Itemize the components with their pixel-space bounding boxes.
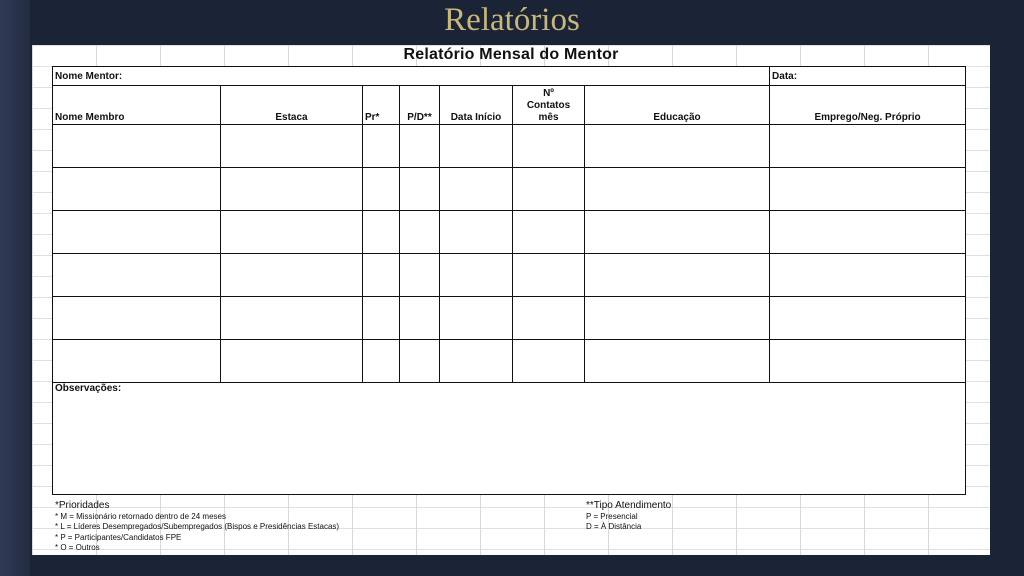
table-cell: [221, 211, 363, 254]
attendance-item: P = Presencial: [586, 511, 638, 521]
col-header-priority: Pr*: [363, 86, 400, 125]
table-row: [53, 340, 966, 383]
table-cell: [400, 340, 440, 383]
table-cell: [363, 254, 400, 297]
table-cell: [53, 297, 221, 340]
table-cell: [440, 254, 513, 297]
table-cell: [585, 211, 770, 254]
slide-title: Relatórios: [444, 2, 580, 38]
table-cell: [770, 254, 966, 297]
table-cell: [585, 254, 770, 297]
priority-item: * M = Missionário retornado dentro de 24 meses: [55, 511, 226, 521]
table-cell: [770, 297, 966, 340]
table-cell: [400, 254, 440, 297]
table-cell: [513, 125, 585, 168]
col-header-contacts-month: Nº Contatos mês: [513, 86, 585, 125]
spreadsheet-image: [32, 45, 990, 555]
table-cell: [513, 340, 585, 383]
table-cell: [513, 168, 585, 211]
col-header-employment: Emprego/Neg. Próprio: [770, 86, 966, 125]
priority-item: * L = Líderes Desempregados/Subempregados (Bispos e Presidências Estacas): [55, 522, 340, 531]
report-table: [52, 66, 966, 495]
table-cell: [53, 211, 221, 254]
col-header-member-name: Nome Membro: [53, 86, 221, 125]
table-cell: [440, 168, 513, 211]
date-cell: [770, 67, 966, 86]
attendance-legend: [586, 501, 671, 533]
table-cell: [513, 211, 585, 254]
col-header-attendance-type: P/D**: [400, 86, 440, 125]
table-row: [53, 125, 966, 168]
priority-item: * P = Participantes/Candidatos FPE: [55, 532, 182, 542]
table-cell: [770, 168, 966, 211]
col-header-education: Educação: [585, 86, 770, 125]
table-cell: [363, 125, 400, 168]
report-form-grid: [52, 66, 965, 495]
table-cell: [53, 168, 221, 211]
observations-cell: [53, 383, 966, 495]
table-cell: [440, 297, 513, 340]
table-cell: [400, 297, 440, 340]
table-cell: [770, 340, 966, 383]
table-cell: [363, 211, 400, 254]
mentor-row: [53, 67, 966, 86]
table-cell: [513, 297, 585, 340]
table-cell: [53, 340, 221, 383]
table-cell: [363, 168, 400, 211]
table-cell: [363, 340, 400, 383]
mentor-name-label: Nome Mentor:: [55, 70, 123, 82]
date-label: Data:: [772, 70, 798, 82]
table-cell: [221, 125, 363, 168]
table-cell: [513, 254, 585, 297]
report-title: Relatório Mensal do Mentor: [403, 46, 619, 63]
table-cell: [440, 211, 513, 254]
table-row: [53, 254, 966, 297]
table-cell: [221, 254, 363, 297]
table-cell: [53, 254, 221, 297]
observations-row: [53, 383, 966, 495]
priorities-legend: [55, 501, 339, 554]
col-header-stake: Estaca: [221, 86, 363, 125]
table-cell: [770, 125, 966, 168]
left-decorative-stripe: [0, 0, 30, 576]
header-row: [53, 86, 966, 125]
table-cell: [221, 340, 363, 383]
table-row: [53, 297, 966, 340]
table-cell: [585, 297, 770, 340]
table-row: [53, 211, 966, 254]
col-header-start-date: Data Início: [440, 86, 513, 125]
table-cell: [363, 297, 400, 340]
table-cell: [585, 125, 770, 168]
table-cell: [585, 168, 770, 211]
table-cell: [585, 340, 770, 383]
table-cell: [440, 340, 513, 383]
mentor-name-cell: [53, 67, 770, 86]
table-cell: [400, 211, 440, 254]
table-row: [53, 168, 966, 211]
table-cell: [221, 297, 363, 340]
table-cell: [440, 125, 513, 168]
table-cell: [53, 125, 221, 168]
priorities-title: *Prioridades: [55, 500, 110, 511]
table-cell: [400, 168, 440, 211]
attendance-title: **Tipo Atendimento: [586, 500, 672, 511]
observations-label: Observações:: [55, 383, 122, 394]
table-cell: [221, 168, 363, 211]
attendance-item: D = À Distância: [586, 522, 642, 531]
table-cell: [400, 125, 440, 168]
table-cell: [770, 211, 966, 254]
priority-item: * O = Outros: [55, 543, 100, 552]
